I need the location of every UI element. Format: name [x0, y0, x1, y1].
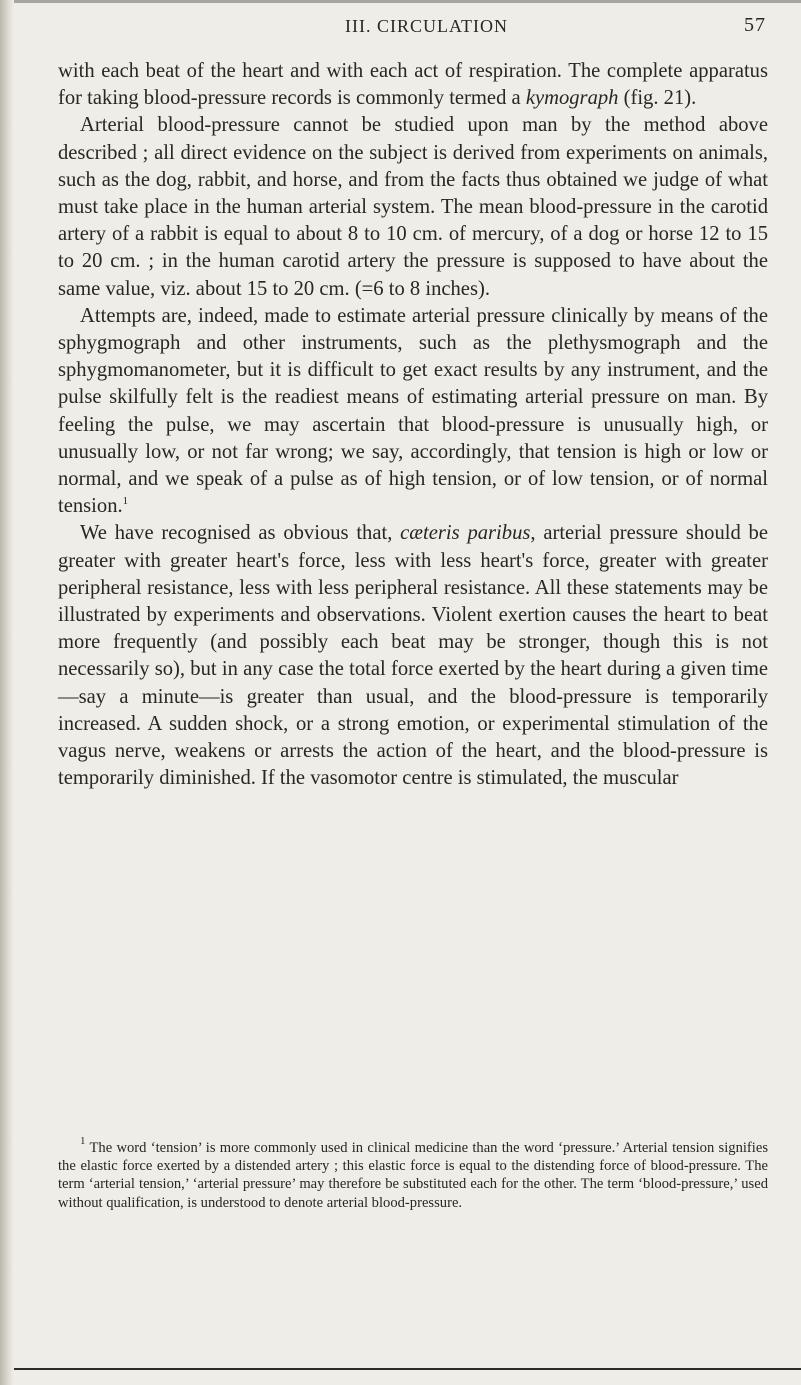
page-bottom-rule — [14, 1368, 801, 1370]
footnote-section — [58, 1135, 768, 1212]
term-kymograph: kymograph — [525, 87, 619, 110]
page-number: 57 — [744, 14, 766, 36]
page-binding-shadow — [0, 0, 14, 1385]
paragraph-3: Attempts are, indeed, made to estimate arterial pressure clinically by means of the sphygmograph and other instruments, such as the plethysmograph and the sphygmomanometer, but it is difficult to get exact results by any instrument, and the pulse skilfully felt is the readiest means of estimating arterial pressure on man. By feeling the pulse, we may ascertain that blood-pressure is unusually high, or unusually low, or not far wrong; we say, accordingly, that tension is high or low or normal, and we speak of a pulse as of high tension, or of low tension, or of normal tension.$^1$ — [58, 304, 768, 518]
paragraph-4: We have recognised as obvious that, cæteris paribus, arterial pressure should be greater with greater heart's force, less with less heart's force, greater with greater peripheral resistance, less with less peripheral resistance. All these statements may be illustrated by experiments and observations. Violent exertion causes the heart to beat more frequently (and possibly each beat may be stronger, though this is not necessarily so), but in any case the total force exerted by the heart during a given time—say a minute—is greater than usual, and the blood-pressure is temporarily increased. A sudden shock, or a strong emotion, or experimental stimulation of the vagus nerve, weakens or arrests the action of the heart, and the blood-pressure is temporarily diminished. If the vasomotor centre is stimulated, the muscular — [58, 522, 768, 790]
body-text — [58, 58, 768, 792]
paragraph-2: Arterial blood-pressure cannot be studied upon man by the method above described ; all direct evidence on the subject is derived from experiments on animals, such as the dog, rabbit, and horse, and from the facts thus obtained we judge of what must take place in the human arterial system. The mean blood-pressure in the carotid artery of a rabbit is equal to about 8 to 10 cm. of mercury, of a dog or horse 12 to 15 to 20 cm. ; in the human carotid artery the pressure is supposed to have about the same value, viz. about 15 to 20 cm. (=6 to 8 inches). — [58, 114, 768, 300]
latin-phrase: cæteris paribus — [400, 522, 531, 545]
chapter-title: III. CIRCULATION — [345, 16, 508, 36]
running-header — [60, 10, 766, 42]
footnote-1: $^1$ The word ‘tension’ is more commonly used in clinical medicine than the word ‘pressure.’ Arterial tension signifies the elastic force exerted by a distended artery ; this elastic force is equal to the distending force of blood-pressure. The term ‘arterial tension,’ ‘arterial pressure’ may therefore be substituted each for the other. The term ‘blood-pressure,’ used without qualification, is understood to denote arterial blood-pressure. — [58, 1135, 768, 1211]
paragraph-1: with each beat of the heart and with each act of respiration. The complete apparatus for taking blood-pressure records is commonly termed a kymograph (fig. 21). — [58, 60, 768, 110]
footnote-ref: 1 — [122, 495, 129, 508]
footnote-marker: 1 — [80, 1135, 86, 1147]
page-top-edge — [0, 0, 801, 3]
